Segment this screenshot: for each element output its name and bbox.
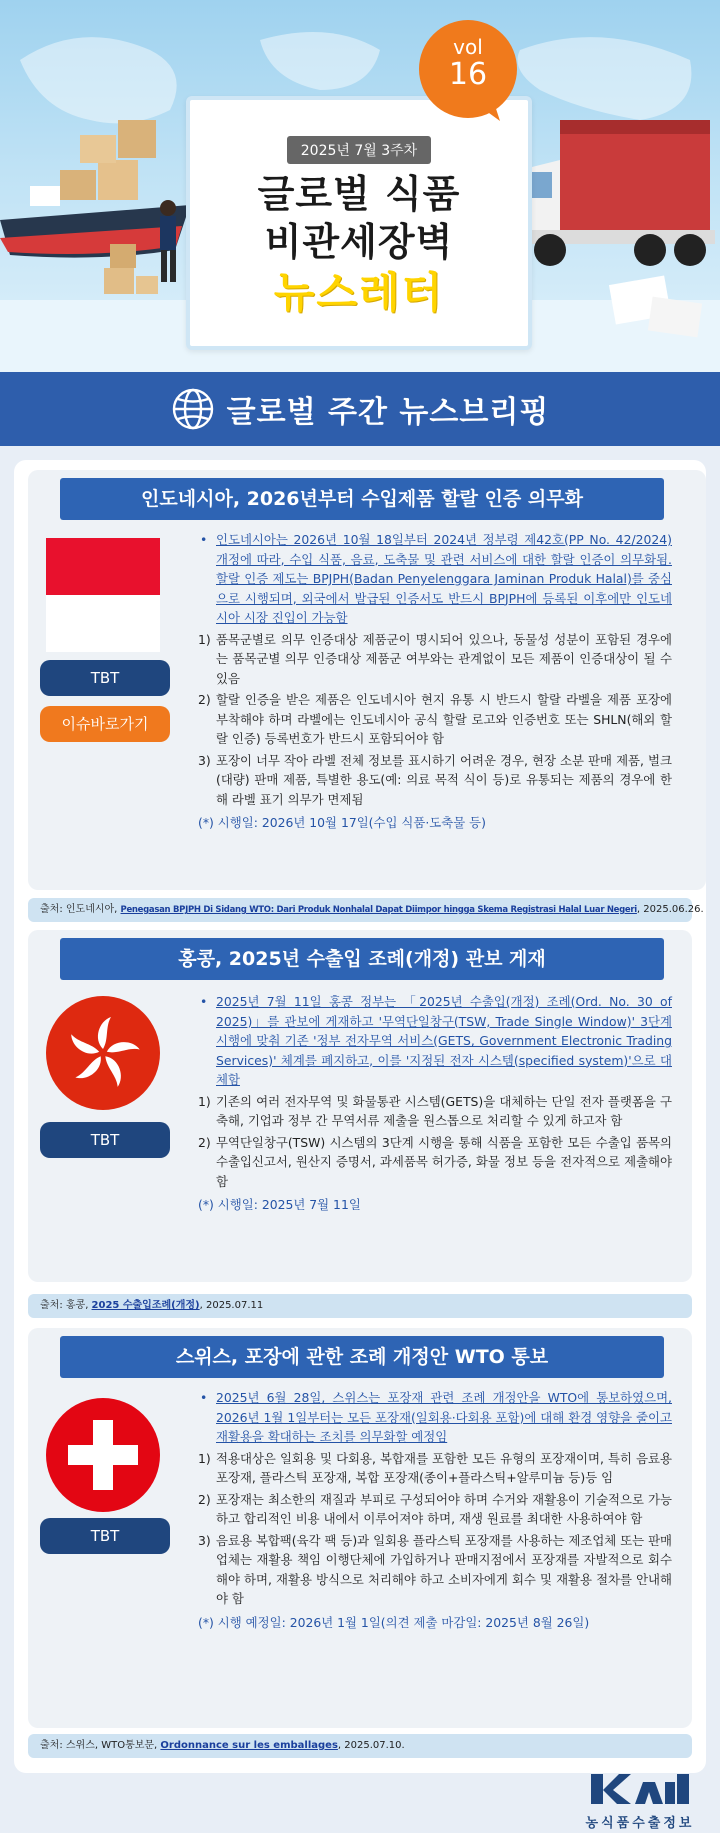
tbt-tag: TBT xyxy=(40,1518,170,1554)
briefing-title: 글로벌 주간 뉴스브리핑 xyxy=(226,395,550,430)
news-card-switzerland xyxy=(28,1328,692,1728)
logo-subtitle: 농식품수출정보 xyxy=(585,1816,695,1831)
list-item: 1) 품목군별로 의무 인증대상 제품군이 명시되어 있으나, 동물성 성분이 포함된 경우에는 품목군별 의무 인증대상 제품군 여부와는 관계없이 모든 제품이 인증대상이 될 수 있음 xyxy=(198,631,672,686)
news-card-hong-kong xyxy=(28,930,692,1282)
title-line-2: 비관세장벽 xyxy=(264,220,454,264)
source-line: 출처: 스위스, WTO통보문, Ordonnance sur les emballages, 2025.07.10. xyxy=(28,1734,692,1758)
news-title: 홍콩, 2025년 수출입 조례(개정) 관보 게재 xyxy=(60,938,664,980)
truck-illustration xyxy=(515,120,715,266)
news-card-indonesia xyxy=(28,470,706,890)
kati-logo xyxy=(570,1772,710,1832)
indonesia-flag-icon xyxy=(46,538,160,652)
volume-number: 16 xyxy=(448,57,488,92)
list-item: 3) 포장이 너무 작아 라벨 전체 정보를 표시하기 어려운 경우, 현장 소분 판매 제품, 벌크(대량) 판매 제품, 특별한 용도(예: 의료 목적 식이 등)로 유통되는 제품의 경우에 한해 라벨 표기 의무가 면제됨 xyxy=(198,752,672,807)
week-label: 2025년 7월 3주차 xyxy=(287,136,431,164)
hong-kong-flag-icon xyxy=(46,996,160,1110)
title-line-1: 글로벌 식품 xyxy=(257,172,461,216)
source-link[interactable]: Ordonnance sur les emballages xyxy=(160,1740,338,1751)
person-illustration xyxy=(160,200,176,282)
hero-banner xyxy=(0,0,720,372)
source-link[interactable]: 2025 수출입조례(개정) xyxy=(91,1300,200,1311)
list-item: 1) 적용대상은 일회용 및 다회용, 복합재를 포함한 모든 유형의 포장재이며, 특히 음료용 포장재, 플라스틱 포장재, 복합 포장재(종이+플라스틱+알루미늄 등)등 임 xyxy=(198,1450,672,1485)
list-item: 2) 포장재는 최소한의 재질과 부피로 구성되어야 하며 수거와 재활용이 기술적으로 가능하고 합리적인 비용 내에서 이루어져야 하며, 재생 원료를 최대한 사용하여야 함 xyxy=(198,1491,672,1526)
switzerland-flag-icon xyxy=(46,1398,160,1512)
tbt-tag: TBT xyxy=(40,1122,170,1158)
list-item: 2) 할랄 인증을 받은 제품은 인도네시아 현지 유통 시 반드시 할랄 라벨을 제품 포장에 부착해야 하며 라벨에는 인도네시아 공식 할랄 로고와 인증번호 또는 SHLN(해외 할랄 인증) 등록번호가 반드시 포함되어야 함 xyxy=(198,692,672,746)
news-body xyxy=(198,530,672,833)
kati-logo-mark xyxy=(585,1772,695,1806)
volume-label: vol xyxy=(453,35,483,59)
globe-icon xyxy=(171,387,215,431)
source-link[interactable]: Penegasan BPJPH Di Sidang WTO: Dari Produk Nonhalal Dapat Diimpor hingga Skema Registrasi Halal Luar Negeri xyxy=(120,905,637,915)
effective-date: (*) 시행일: 2025년 7월 11일 xyxy=(198,1197,361,1212)
effective-date: (*) 시행일: 2026년 10월 17일(수입 식품·도축물 등) xyxy=(198,815,486,830)
newsletter-title-card xyxy=(186,96,532,350)
issue-shortcut-button[interactable]: 이슈바로가기 xyxy=(40,706,170,742)
news-body xyxy=(198,992,672,1215)
effective-date: (*) 시행 예정일: 2026년 1월 1일(의견 제출 마감일: 2025년 8월 26일) xyxy=(198,1614,590,1630)
volume-badge xyxy=(419,20,517,118)
news-title: 인도네시아, 2026년부터 수입제품 할랄 인증 의무화 xyxy=(60,478,664,520)
news-lead-link[interactable]: • 2025년 7월 11일 홍콩 정부는 「2025년 수출입(개정) 조례(Ord. No. 30 of 2025)」를 관보에 게재하고 '무역단일창구(TSW, Trade Single Window)' 3단계 시행에 맞춰 기존 '정부 전자무역 서비스(GETS, Government Electronic Trading Services)' 체계를 폐지하고, 이를 '지정된 전자 시스템(specified system)'으로 대체함 xyxy=(198,992,672,1090)
list-item: 3) 음료용 복합팩(육각 팩 등)과 일회용 플라스틱 포장재를 사용하는 제조업체 또는 판매업체는 재활용 책임 이행단체에 가입하거나 판매지점에서 포장재를 자발적으로 회수해야 하며, 재활용 방식으로 처리해야 하고 소비자에게 회수 및 재활용 절차를 안내해야 함 xyxy=(198,1532,673,1606)
briefing-banner xyxy=(0,372,720,446)
list-item: 2) 무역단일창구(TSW) 시스템의 3단계 시행을 통해 식품을 포함한 모든 수출입 품목의 수출입신고서, 원산지 증명서, 과세품목 허가증, 화물 정보 등을 전자적으로 제출해야 함 xyxy=(198,1134,672,1189)
news-lead-link[interactable]: • 인도네시아는 2026년 10월 18일부터 2024년 정부령 제42호(PP No. 42/2024) 개정에 따라, 수입 식품, 음료, 도축물 및 관련 서비스에 대한 할랄 인증이 의무화됨. 할랄 인증 제도는 BPJPH(Badan Penyelenggara Jaminan Produk Halal)를 중심으로 시행되며, 외국에서 발급된 인증서도 반드시 BPJPH에 등록된 이후에만 인도네시아 시장 진입이 가능함 xyxy=(198,530,672,628)
news-body xyxy=(198,1388,672,1632)
tbt-tag: TBT xyxy=(40,660,170,696)
source-line: 출처: 홍콩, 2025 수출입조례(개정), 2025.07.11 xyxy=(28,1294,692,1318)
news-lead-link[interactable]: • 2025년 6월 28일, 스위스는 포장재 관련 조례 개정안을 WTO에 통보하였으며, 2026년 1월 1일부터는 모든 포장재(일회용·다회용 포함)에 대해 환경 영향을 줄이고 재활용을 확대하는 조치를 의무화할 예정임 xyxy=(198,1388,672,1447)
source-line: 출처: 인도네시아, Penegasan BPJPH Di Sidang WTO: Dari Produk Nonhalal Dapat Diimpor hingga Skema Registrasi Halal Luar Negeri, 2025.06.26. xyxy=(28,898,692,922)
list-item: 1) 기존의 여러 전자무역 및 화물통관 시스템(GETS)을 대체하는 단일 전자 플랫폼을 구축해, 기업과 정부 간 무역서류 제출을 원스톱으로 처리할 수 있게 하고자 함 xyxy=(198,1093,672,1128)
title-line-3: 뉴스레터 xyxy=(273,268,445,317)
news-title: 스위스, 포장에 관한 조례 개정안 WTO 통보 xyxy=(60,1336,664,1378)
